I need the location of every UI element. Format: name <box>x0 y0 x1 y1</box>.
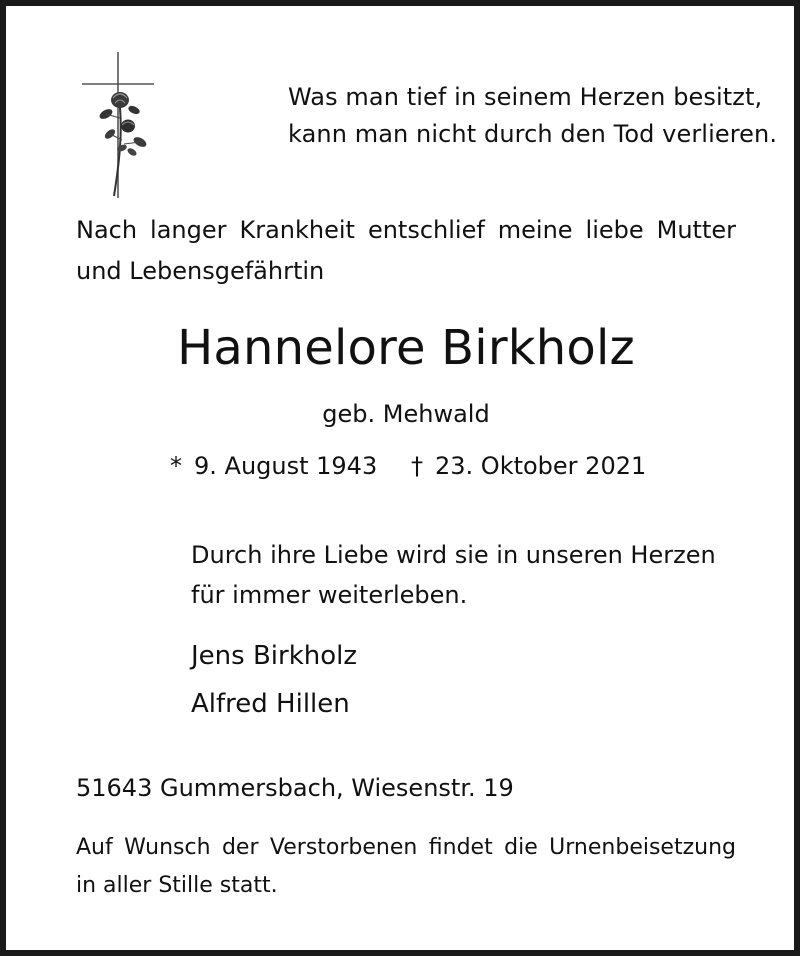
funeral-notice-line-2: in aller Stille statt. <box>76 873 278 898</box>
birth-name: geb. Mehwald <box>322 400 490 428</box>
death-date: 23. Oktober 2021 <box>435 452 647 480</box>
verse-line-2: für immer weiterleben. <box>191 581 468 609</box>
mourner-name: Alfred Hillen <box>191 689 350 719</box>
death-date-line <box>411 450 646 482</box>
quote-line-1: Was man tief in seinem Herzen besitzt, <box>288 83 763 111</box>
mourner-name: Jens Birkholz <box>191 641 358 671</box>
birth-date-line <box>170 450 377 482</box>
birth-date: 9. August 1943 <box>194 452 378 480</box>
deceased-name: Hannelore Birkholz <box>177 320 635 376</box>
funeral-notice-line-1: Auf Wunsch der Verstorbenen findet die Urnenbeisetzung <box>76 835 736 860</box>
intro-line-2: und Lebensgefährtin <box>76 257 325 285</box>
mourner-address: 51643 Gummersbach, Wiesenstr. 19 <box>76 774 514 802</box>
intro-line-1: Nach langer Krankheit entschlief meine liebe Mutter <box>76 216 736 244</box>
death-cross-symbol: † <box>411 452 423 480</box>
cross-with-rose-icon <box>76 48 160 200</box>
quote-line-2: kann man nicht durch den Tod verlieren. <box>288 120 778 148</box>
verse-line-1: Durch ihre Liebe wird sie in unseren Herzen <box>191 541 716 569</box>
birth-star-symbol: * <box>170 452 182 480</box>
